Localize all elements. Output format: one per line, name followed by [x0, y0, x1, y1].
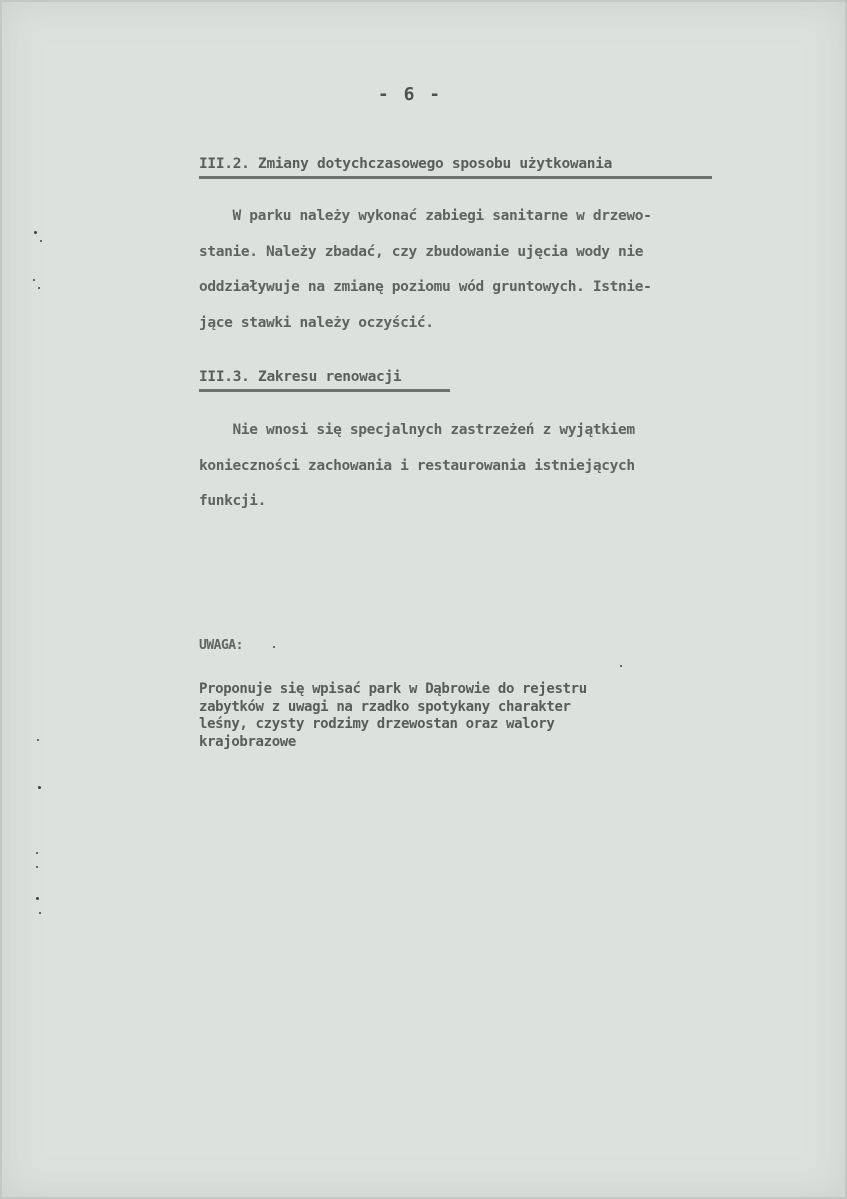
scan-speck: [36, 897, 39, 900]
note-line: krajobrazowe: [199, 733, 296, 750]
paragraph-line: oddziaływuje na zmianę poziomu wód gruntowych. Istnie-: [199, 279, 652, 295]
scan-speck: [40, 240, 42, 242]
scan-speck: [620, 665, 622, 667]
note-line: Proponuje się wpisać park w Dąbrowie do rejestru: [199, 681, 587, 697]
scan-speck: [36, 866, 38, 868]
paragraph-line: stanie. Należy zbadać, czy zbudowanie ujęcia wody nie: [199, 243, 644, 260]
section-paragraph-iii-3: [199, 413, 779, 520]
note-label: UWAGA:: [199, 638, 243, 653]
paragraph-line: Nie wnosi się specjalnych zastrzeżeń z wyjątkiem: [199, 422, 635, 438]
scan-speck: [34, 231, 37, 234]
scan-speck: [33, 279, 35, 281]
scan-speck: [38, 287, 40, 289]
scan-speck: [273, 646, 275, 648]
section-paragraph-iii-2: [199, 199, 779, 341]
section-heading-iii-2: III.2. Zmiany dotychczasowego sposobu użytkowania: [199, 156, 712, 179]
paragraph-line: jące stawki należy oczyścić.: [199, 314, 434, 331]
note-paragraph: [199, 681, 587, 751]
scan-speck: [38, 786, 41, 789]
paragraph-line: W parku należy wykonać zabiegi sanitarne w drzewo-: [199, 208, 652, 224]
section-heading-iii-3: III.3. Zakresu renowacji: [199, 369, 450, 392]
page-number: - 6 -: [377, 84, 443, 105]
scan-speck: [37, 739, 39, 741]
paragraph-line: konieczności zachowania i restaurowania istniejących: [199, 457, 635, 474]
scan-speck: [36, 852, 38, 854]
paragraph-line: funkcji.: [199, 493, 267, 509]
scan-speck: [39, 912, 41, 914]
note-line: leśny, czysty rodzimy drzewostan oraz walory: [199, 716, 555, 732]
note-line: zabytków z uwagi na rzadko spotykany charakter: [199, 698, 571, 715]
